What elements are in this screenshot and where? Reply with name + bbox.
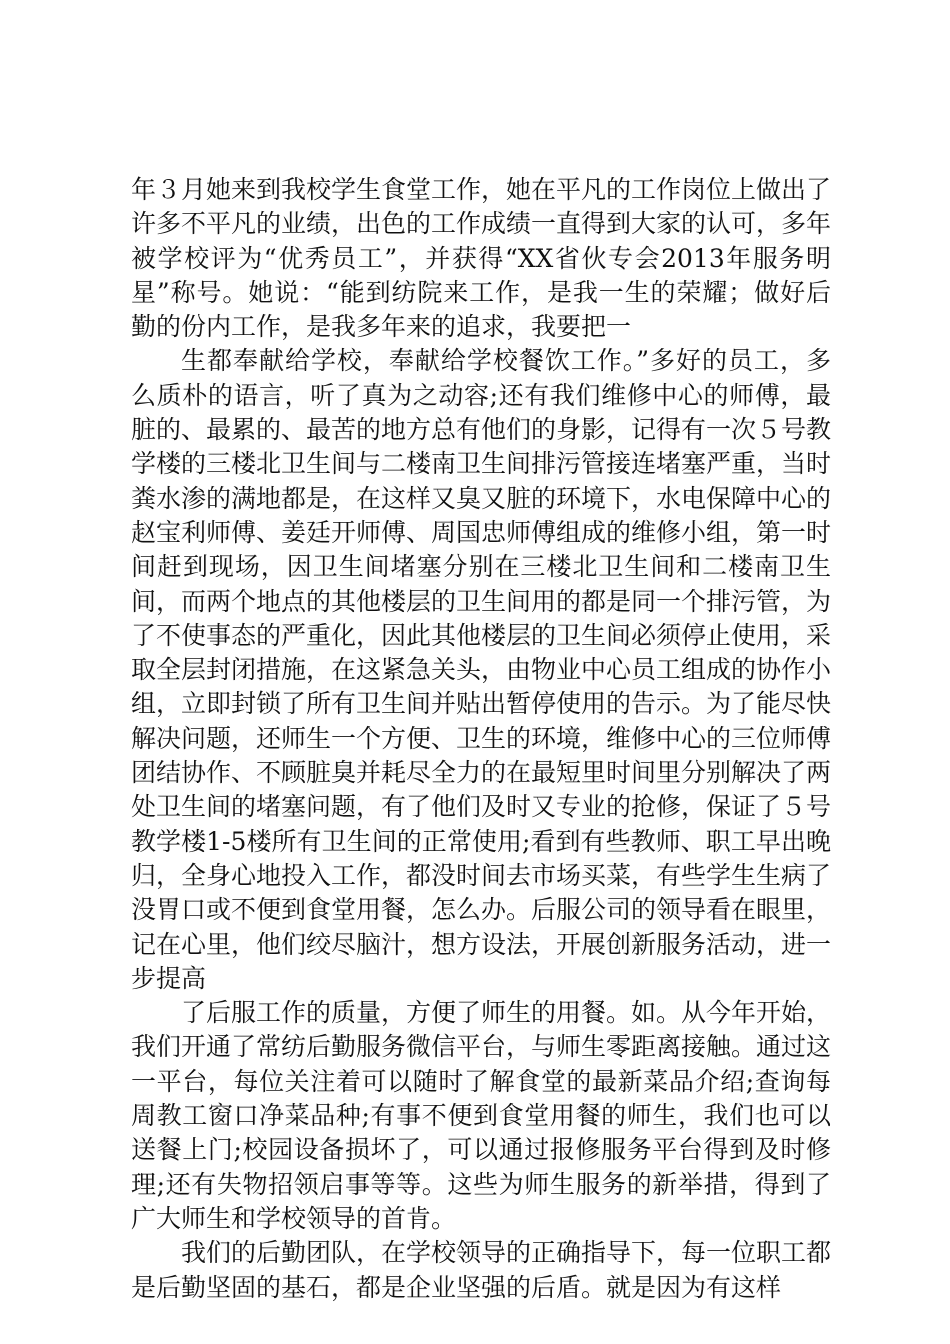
paragraph-1: 年３月她来到我校学生食堂工作，她在平凡的工作岗位上做出了许多不平凡的业绩，出色的工作成绩一直得到大家的认可，多年被学校评为“优秀员工”，并获得“XX省伙专会2013年服务明星”称号。她说：“能到纺院来工作，是我一生的荣耀；做好后勤的份内工作，是我多年来的追求，我要把一 [131,175,832,342]
paragraph-4: 我们的后勤团队，在学校领导的正确指导下，每一位职工都是后勤坚固的基石，都是企业坚强的后盾。就是因为有这样 [131,1238,832,1302]
paragraph-2: 生都奉献给学校，奉献给学校餐饮工作。”多好的员工，多么质朴的语言，听了真为之动容;还有我们维修中心的师傅，最脏的、最累的、最苦的地方总有他们的身影，记得有一次５号教学楼的三楼北卫生间与二楼南卫生间排污管接连堵塞严重，当时粪水渗的满地都是，在这样又臭又脏的环境下，水电保障中心的赵宝利师傅、姜廷开师傅、周国忠师傅组成的维修小组，第一时间赶到现场，因卫生间堵塞分别在三楼北卫生间和二楼南卫生间，而两个地点的其他楼层的卫生间用的都是同一个排污管，为了不使事态的严重化，因此其他楼层的卫生间必须停止使用，采取全层封闭措施，在这紧急关头，由物业中心员工组成的协作小组，立即封锁了所有卫生间并贴出暂停使用的告示。为了能尽快解决问题，还师生一个方便、卫生的环境，维修中心的三位师傅团结协作、不顾脏臭并耗尽全力的在最短里时间里分别解决了两处卫生间的堵塞问题，有了他们及时又专业的抢修，保证了５号教学楼1-5楼所有卫生间的正常使用;看到有些教师、职工早出晚归，全身心地投入工作，都没时间去市场买菜，有些学生生病了没胃口或不便到食堂用餐，怎么办。后服公司的领导看在眼里，记在心里，他们绞尽脑汁，想方设法，开展创新服务活动，进一步提高 [131,346,832,993]
document-body [131,173,831,1305]
paragraph-3: 了后服工作的质量，方便了师生的用餐。如。从今年开始，我们开通了常纺后勤服务微信平台，与师生零距离接触。通过这一平台，每位关注着可以随时了解食堂的最新菜品介绍;查询每周教工窗口净菜品种;有事不便到食堂用餐的师生，我们也可以送餐上门;校园设备损坏了，可以通过报修服务平台得到及时修理;还有失物招领启事等等。这些为师生服务的新举措，得到了广大师生和学校领导的首肯。 [131,998,832,1233]
